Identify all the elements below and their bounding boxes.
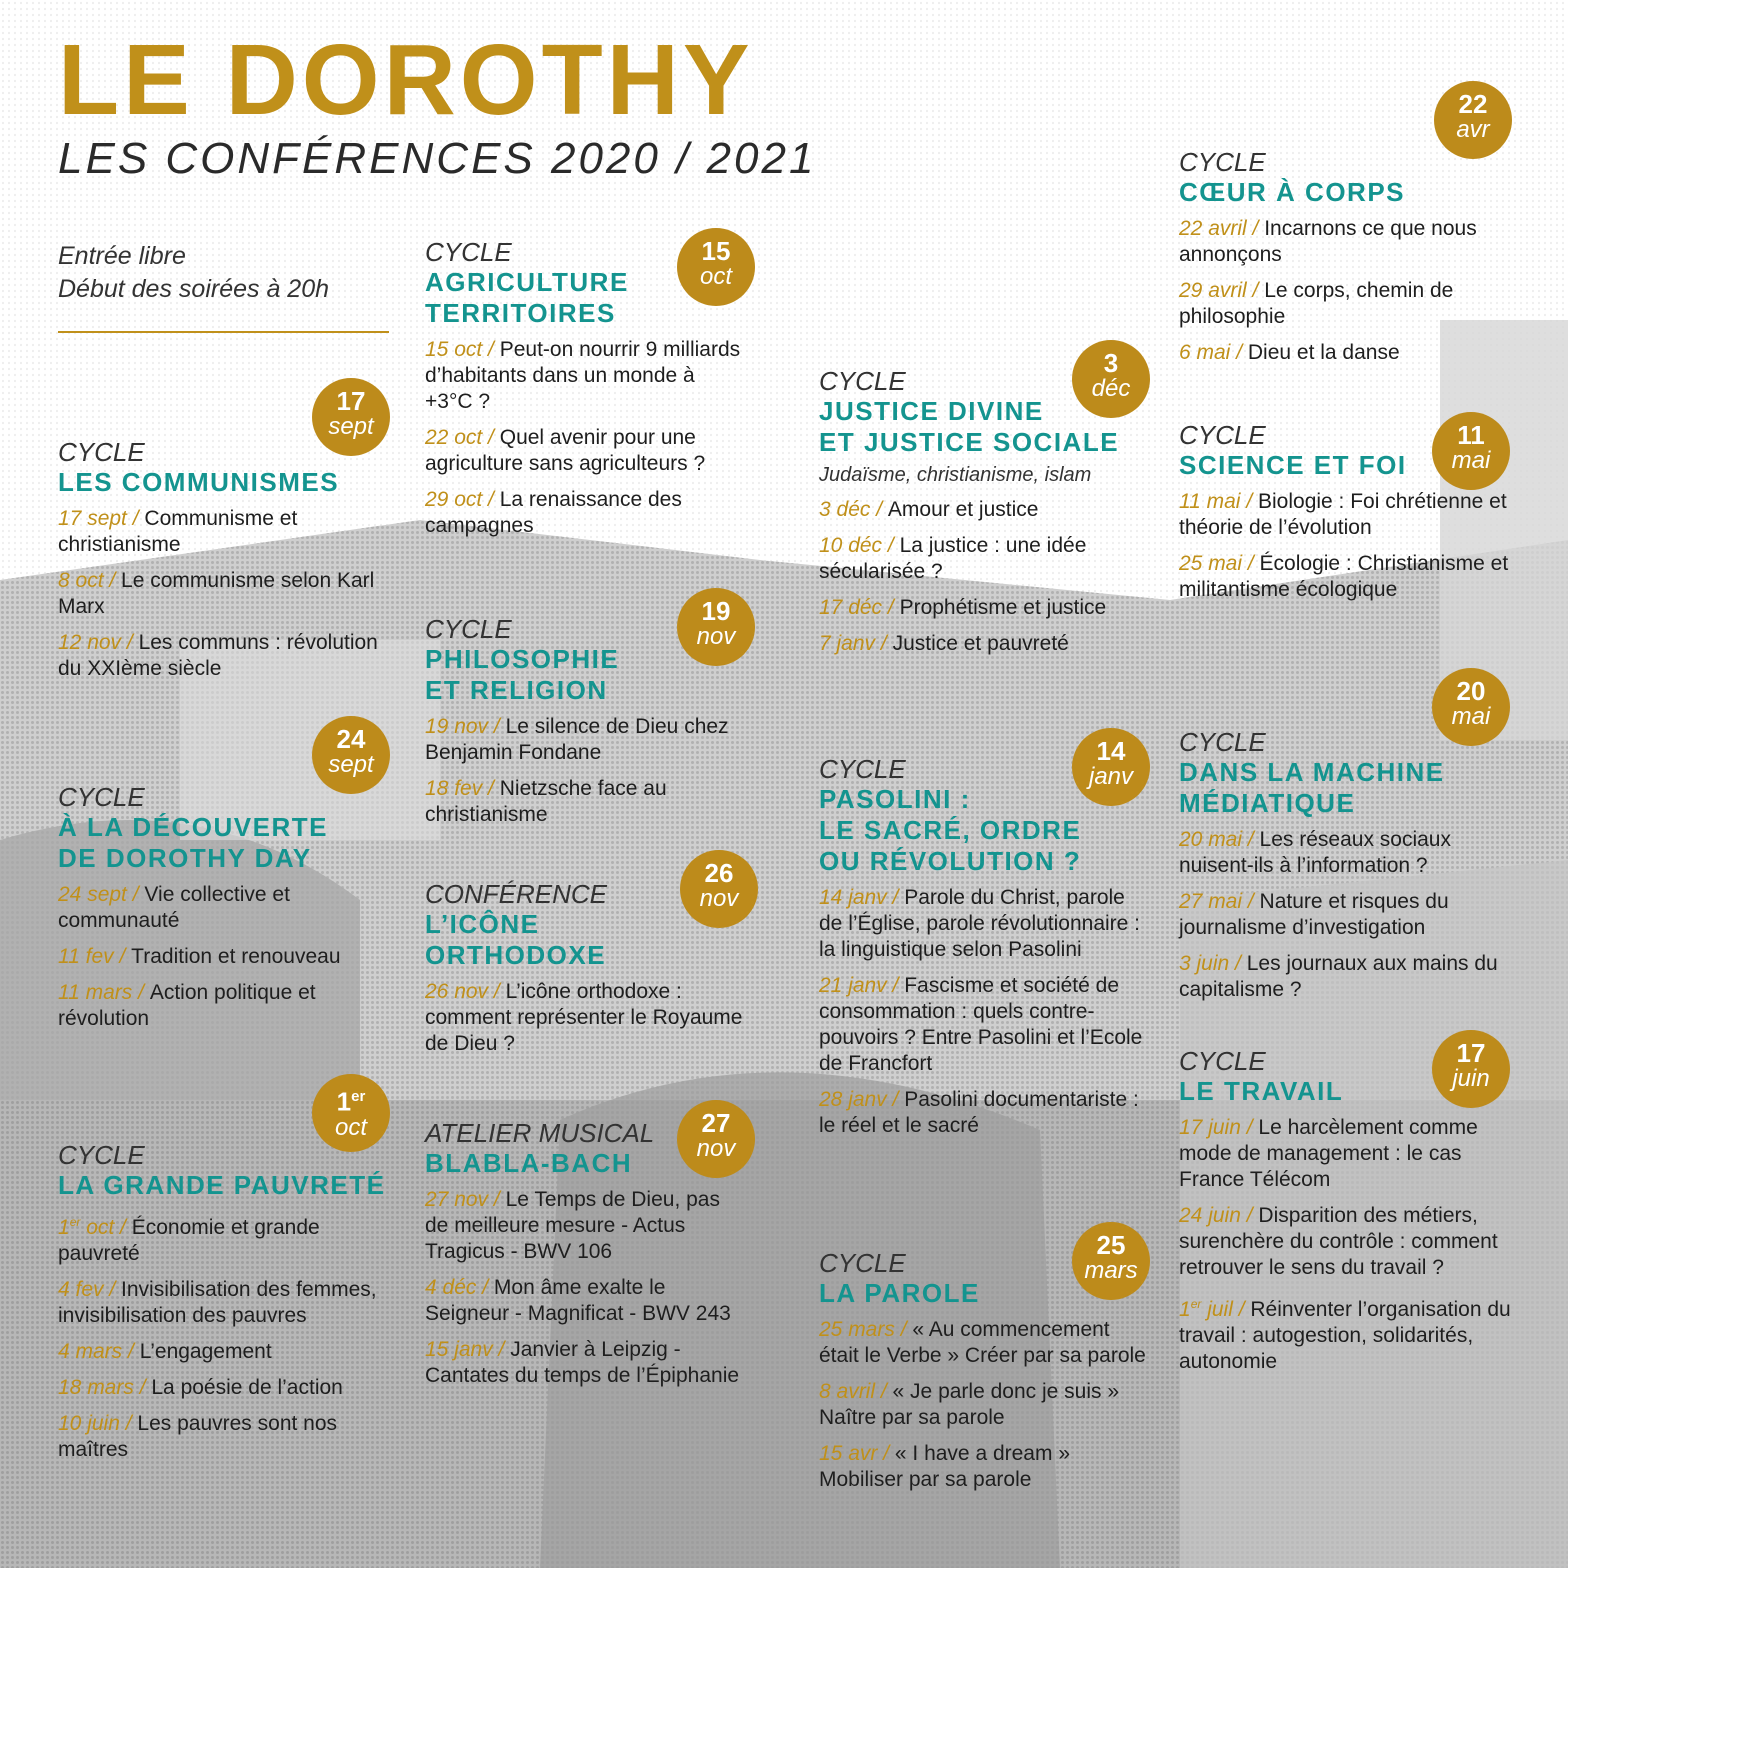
event-title: Janvier à Leipzig - Cantates du temps de l’Épiphanie	[425, 1338, 740, 1387]
date-badge-philosophie	[677, 588, 755, 666]
event-title: Peut-on nourrir 9 milliards d’habitants dans un monde à +3°C ?	[425, 338, 741, 413]
page-title: LE DOROTHY	[58, 24, 754, 136]
badge-day: 3	[1103, 348, 1119, 378]
program-block-communismes	[58, 437, 398, 692]
event-date: 15 avr /	[819, 1442, 895, 1465]
page-subtitle: LES CONFÉRENCES 2020 / 2021	[58, 134, 817, 183]
badge-month: sept	[328, 413, 374, 440]
event-item	[819, 1379, 1149, 1431]
event-date: 20 mai /	[1179, 828, 1260, 851]
badge-month: mars	[1084, 1257, 1138, 1284]
badge-month: juin	[1452, 1065, 1490, 1092]
event-title: Réinventer l’organisation du travail : autogestion, solidarités, autonomie	[1179, 1298, 1511, 1373]
block-title-line: JUSTICE DIVINE	[819, 396, 1044, 426]
event-item	[819, 1087, 1149, 1139]
event-date: 8 avril /	[819, 1380, 893, 1403]
event-title: Les pauvres sont nos maîtres	[58, 1412, 338, 1461]
event-item	[58, 944, 398, 970]
date-badge-agriculture	[677, 228, 755, 306]
event-item	[819, 1317, 1149, 1369]
event-date: 7 janv /	[819, 632, 893, 655]
event-title: Tradition et renouveau	[131, 945, 341, 968]
event-item	[1179, 1115, 1519, 1193]
event-date: 8 oct /	[58, 569, 122, 592]
event-date: 1er juil /	[1179, 1297, 1251, 1321]
event-title: L’engagement	[139, 1340, 272, 1363]
badge-month: avr	[1456, 116, 1490, 143]
event-item	[425, 425, 745, 477]
event-title: Les journaux aux mains du capitalisme ?	[1179, 952, 1498, 1001]
badge-day: 22	[1458, 89, 1488, 119]
event-date: 27 nov /	[425, 1188, 506, 1211]
program-block-coeur	[1179, 147, 1519, 376]
date-badge-dorothy-day	[312, 716, 390, 794]
block-title-line: ET RELIGION	[425, 675, 608, 705]
event-title: Écologie : Christianisme et militantisme écologique	[1179, 552, 1509, 601]
event-date: 3 juin /	[1179, 952, 1247, 975]
badge-day: 19	[701, 596, 731, 626]
event-item	[425, 776, 745, 828]
event-item	[425, 714, 745, 766]
program-block-grande-pauvrete	[58, 1140, 388, 1473]
badge-month: mai	[1451, 447, 1491, 474]
date-badge-communismes	[312, 378, 390, 456]
date-badge-pasolini	[1072, 728, 1150, 806]
date-badge-grande-pauvrete	[312, 1074, 390, 1152]
info-entry: Entrée libre	[58, 242, 186, 270]
event-title: L’icône orthodoxe : comment représenter le Royaume de Dieu ?	[425, 980, 743, 1055]
event-item	[1179, 340, 1519, 366]
event-title: Amour et justice	[887, 498, 1039, 521]
event-date: 19 nov /	[425, 715, 506, 738]
event-title: Économie et grande pauvreté	[58, 1216, 320, 1265]
date-badge-blabla-bach	[677, 1100, 755, 1178]
event-date: 4 mars /	[58, 1340, 140, 1363]
event-title: « Je parle donc je suis » Naître par sa parole	[819, 1380, 1120, 1429]
block-title-line: LES COMMUNISMES	[58, 467, 340, 497]
event-date: 15 janv /	[425, 1338, 511, 1361]
badge-day: 17	[1456, 1038, 1486, 1068]
badge-day: 26	[704, 858, 734, 888]
event-item	[425, 1275, 745, 1327]
event-title: Mon âme exalte le Seigneur - Magnificat - BWV 243	[425, 1276, 731, 1325]
event-title: Action politique et révolution	[58, 981, 316, 1030]
badge-day: 20	[1456, 676, 1486, 706]
event-title: Biologie : Foi chrétienne et théorie de l’évolution	[1179, 490, 1507, 539]
block-title	[58, 812, 398, 874]
badge-day: 17	[336, 386, 366, 416]
block-title	[1179, 177, 1519, 208]
event-item	[58, 1277, 388, 1329]
event-title: Vie collective et communauté	[58, 883, 290, 932]
date-badge-coeur	[1434, 81, 1512, 159]
event-date: 14 janv /	[819, 886, 905, 909]
event-title: La renaissance des campagnes	[425, 488, 682, 537]
badge-day: 11	[1457, 420, 1485, 450]
event-item	[819, 497, 1149, 523]
program-block-pasolini	[819, 754, 1149, 1149]
event-date: 11 mai /	[1179, 490, 1258, 513]
block-title-line: TERRITOIRES	[425, 298, 616, 328]
date-badge-science	[1432, 412, 1510, 490]
block-title-line: OU RÉVOLUTION ?	[819, 846, 1082, 876]
block-title-line: LE TRAVAIL	[1179, 1076, 1344, 1106]
block-title-line: DE DOROTHY DAY	[58, 843, 312, 873]
event-date: 18 mars /	[58, 1376, 152, 1399]
badge-month: janv	[1088, 763, 1134, 790]
event-item	[819, 885, 1149, 963]
event-item	[425, 1187, 745, 1265]
block-kind: CYCLE	[819, 1248, 906, 1278]
program-block-machine	[1179, 727, 1519, 1013]
block-title-line: SCIENCE ET FOI	[1179, 450, 1407, 480]
event-date: 17 juin /	[1179, 1116, 1259, 1139]
event-title: Communisme et christianisme	[58, 507, 298, 556]
block-title	[58, 467, 398, 498]
event-date: 12 nov /	[58, 631, 139, 654]
event-date: 4 déc /	[425, 1276, 494, 1299]
event-item	[1179, 216, 1519, 268]
event-item	[58, 1375, 388, 1401]
event-item	[1179, 1203, 1519, 1281]
event-date: 22 avril /	[1179, 217, 1265, 240]
event-date: 17 sept /	[58, 507, 145, 530]
event-title: « I have a dream » Mobiliser par sa parole	[819, 1442, 1070, 1491]
badge-month: sept	[328, 751, 374, 778]
event-item	[1179, 1291, 1519, 1375]
program-block-dorothy-day	[58, 782, 398, 1042]
event-item	[819, 1441, 1149, 1493]
event-title: Nature et risques du journalisme d’investigation	[1179, 890, 1449, 939]
block-title-line: CŒUR À CORPS	[1179, 177, 1406, 207]
badge-month: nov	[696, 1135, 736, 1162]
event-title: La justice : une idée sécularisée ?	[819, 534, 1087, 583]
event-item	[1179, 489, 1519, 541]
event-date: 11 fev /	[58, 945, 132, 968]
block-kind: CYCLE	[819, 366, 906, 396]
badge-day: 25	[1096, 1230, 1126, 1260]
event-date: 27 mai /	[1179, 890, 1260, 913]
block-title-line: BLABLA-BACH	[425, 1148, 633, 1178]
date-badge-machine	[1432, 668, 1510, 746]
event-item	[58, 568, 398, 620]
badge-day: 27	[701, 1108, 731, 1138]
event-title: La poésie de l’action	[151, 1376, 343, 1399]
event-date: 17 déc /	[819, 596, 900, 619]
block-kind: CYCLE	[1179, 147, 1266, 177]
event-title: Les communs : révolution du XXIème siècle	[58, 631, 378, 680]
info-divider	[58, 331, 389, 333]
event-title: Le communisme selon Karl Marx	[58, 569, 375, 618]
event-item	[425, 337, 745, 415]
event-date: 26 nov /	[425, 980, 506, 1003]
event-date: 24 juin /	[1179, 1204, 1259, 1227]
event-item	[58, 1411, 388, 1463]
event-title: Le corps, chemin de philosophie	[1179, 279, 1454, 328]
event-item	[58, 1339, 388, 1365]
event-date: 6 mai /	[1179, 341, 1248, 364]
event-date: 10 juin /	[58, 1412, 138, 1435]
event-date: 29 avril /	[1179, 279, 1265, 302]
block-title-line: AGRICULTURE	[425, 267, 629, 297]
event-item	[1179, 827, 1519, 879]
date-badge-icone	[680, 850, 758, 928]
event-date: 1er oct /	[58, 1215, 132, 1239]
event-title: Invisibilisation des femmes, invisibilisation des pauvres	[58, 1278, 377, 1327]
event-date: 22 oct /	[425, 426, 500, 449]
event-title: Le silence de Dieu chez Benjamin Fondane	[425, 715, 729, 764]
block-title-line: ET JUSTICE SOCIALE	[819, 427, 1120, 457]
event-item	[58, 506, 398, 558]
event-item	[425, 487, 745, 539]
block-kind: CYCLE	[1179, 1046, 1266, 1076]
event-title: Disparition des métiers, surenchère du contrôle : comment retrouver le sens du travail ?	[1179, 1204, 1498, 1279]
event-date: 29 oct /	[425, 488, 500, 511]
event-date: 21 janv /	[819, 974, 905, 997]
block-title-line: L’ICÔNE	[425, 909, 540, 939]
event-title: Incarnons ce que nous annonçons	[1179, 217, 1477, 266]
badge-month: oct	[699, 263, 732, 290]
block-kind: CYCLE	[58, 1140, 145, 1170]
event-title: Prophétisme et justice	[899, 596, 1107, 619]
badge-month: oct	[334, 1113, 367, 1141]
event-date: 15 oct /	[425, 338, 500, 361]
event-title: « Au commencement était le Verbe » Créer par sa parole	[819, 1318, 1146, 1367]
event-date: 28 janv /	[819, 1088, 905, 1111]
badge-month: nov	[696, 623, 736, 650]
event-item	[819, 533, 1149, 585]
block-kind: ATELIER MUSICAL	[425, 1118, 655, 1148]
event-title: Le Temps de Dieu, pas de meilleure mesure - Actus Tragicus - BWV 106	[425, 1188, 720, 1263]
event-title: Les réseaux sociaux nuisent-ils à l’information ?	[1179, 828, 1451, 877]
event-date: 10 déc /	[819, 534, 900, 557]
event-title: Nietzsche face au christianisme	[425, 777, 667, 826]
block-title	[1179, 757, 1519, 819]
block-kind: CYCLE	[58, 782, 145, 812]
event-item	[58, 980, 398, 1032]
block-subtitle: Judaïsme, christianisme, islam	[819, 464, 1092, 486]
badge-day: 24	[336, 724, 366, 754]
badge-day: 14	[1096, 736, 1126, 766]
event-date: 25 mai /	[1179, 552, 1260, 575]
block-title-line: LE SACRÉ, ORDRE	[819, 815, 1082, 845]
block-title	[58, 1170, 388, 1201]
block-title-line: LA GRANDE PAUVRETÉ	[58, 1170, 386, 1200]
event-item	[819, 631, 1149, 657]
event-date: 11 mars /	[58, 981, 150, 1004]
event-date: 25 mars /	[819, 1318, 913, 1341]
block-title-line: LA PAROLE	[819, 1278, 980, 1308]
block-kind: CYCLE	[819, 754, 906, 784]
block-kind: CONFÉRENCE	[425, 879, 608, 909]
event-title: Fascisme et société de consommation : quels contre-pouvoirs ? Entre Pasolini et l’Ecole de Francfort	[819, 974, 1143, 1075]
badge-day: 15	[701, 236, 731, 266]
event-item	[1179, 951, 1519, 1003]
event-title: Dieu et la danse	[1247, 341, 1400, 364]
block-kind: CYCLE	[425, 614, 512, 644]
event-title: Parole du Christ, parole de l’Église, parole révolutionnaire : la linguistique selon Pasolini	[819, 886, 1141, 961]
block-kind: CYCLE	[425, 237, 512, 267]
event-title: Quel avenir pour une agriculture sans agriculteurs ?	[425, 426, 706, 475]
event-title: Pasolini documentariste : le réel et le sacré	[819, 1088, 1139, 1137]
block-kind: CYCLE	[1179, 727, 1266, 757]
badge-month: nov	[699, 885, 739, 912]
event-date: 18 fev /	[425, 777, 500, 800]
event-item	[58, 1209, 388, 1267]
event-item	[1179, 551, 1519, 603]
badge-month: mai	[1451, 703, 1491, 730]
event-title: Le harcèlement comme mode de management : le cas France Télécom	[1179, 1116, 1478, 1191]
event-item	[819, 973, 1149, 1077]
block-kind: CYCLE	[58, 437, 145, 467]
block-title-line: À LA DÉCOUVERTE	[58, 812, 328, 842]
badge-day: 1er	[336, 1086, 366, 1117]
block-kind: CYCLE	[1179, 420, 1266, 450]
event-title: Justice et pauvreté	[892, 632, 1069, 655]
event-date: 3 déc /	[819, 498, 888, 521]
event-item	[425, 979, 745, 1057]
badge-month: déc	[1091, 375, 1131, 402]
event-item	[819, 595, 1149, 621]
practical-info	[58, 240, 329, 306]
info-start-time: Début des soirées à 20h	[58, 275, 330, 303]
block-title-line: DANS LA MACHINE	[1179, 757, 1445, 787]
date-badge-justice	[1072, 340, 1150, 418]
event-item	[425, 1337, 745, 1389]
event-item	[58, 630, 398, 682]
date-badge-parole	[1072, 1222, 1150, 1300]
date-badge-travail	[1432, 1030, 1510, 1108]
event-item	[1179, 278, 1519, 330]
block-title-line: ORTHODOXE	[425, 940, 607, 970]
event-item	[1179, 889, 1519, 941]
block-title-line: PASOLINI :	[819, 784, 971, 814]
event-date: 4 fev /	[58, 1278, 122, 1301]
block-title-line: PHILOSOPHIE	[425, 644, 620, 674]
block-title-line: MÉDIATIQUE	[1179, 788, 1356, 818]
event-date: 24 sept /	[58, 883, 145, 906]
event-item	[58, 882, 398, 934]
